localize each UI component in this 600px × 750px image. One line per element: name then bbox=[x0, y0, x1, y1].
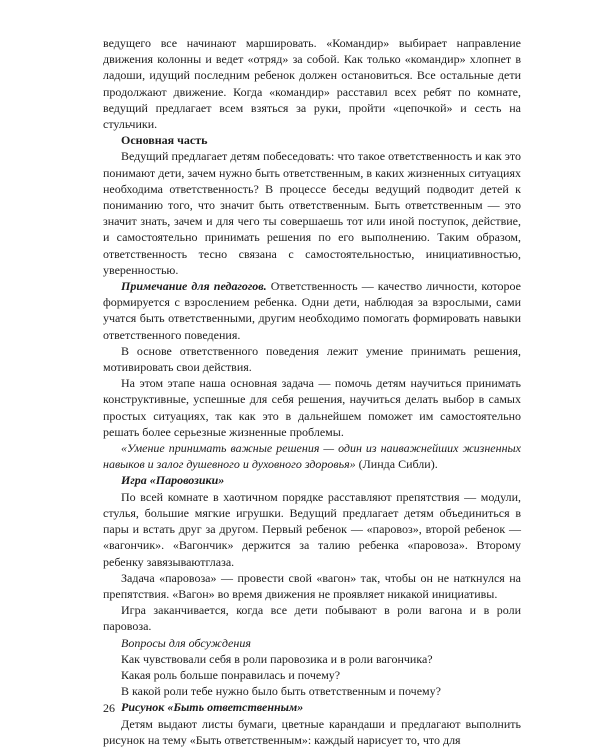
main-paragraph: Ведущий предлагает детям побеседовать: что такое ответственность и как это понимают дети, зачем нужно быть ответственным, в каких жизненных ситуациях необходима ответственность? В процессе беседы ведущий подводит детей к пониманию того, что значит быть ответственным. Быть ответственным — это значит знать, зачем и для чего ты совершаешь тот или иной поступок, действие, и самостоятельно принимать решения по его выполнению. Таким образом, ответственность тесно связана с самостоятельностью, инициативностью, уверенностью. bbox=[103, 149, 521, 277]
game-heading: Игра «Паровозики» bbox=[121, 473, 225, 488]
teacher-note-text: Ответственность — качество личности, которое формируется с взрослением ребенка. Одни дети, наблюдая за взрослыми, сами учатся быть ответственными, другим необходимо помогать формировать навыки ответственного поведения. bbox=[103, 279, 521, 342]
page-text-block bbox=[103, 35, 521, 748]
drawing-heading: Рисунок «Быть ответственным» bbox=[121, 700, 304, 715]
game-paragraph-2: Задача «паровоза» — провести свой «вагон» так, чтобы он не наткнулся на препятствия. «Вагон» во время движения не проявляет никакой инициативы. bbox=[103, 570, 521, 601]
quote-paragraph bbox=[103, 440, 521, 472]
drawing-paragraph: Детям выдают листы бумаги, цветные карандаши и предлагают выполнить рисунок на тему «Быть ответственным»: каждый нарисует то, что для bbox=[103, 716, 521, 747]
main-part-heading: Основная часть bbox=[121, 133, 208, 148]
page-number: 26 bbox=[103, 701, 115, 715]
quote-author: (Линда Сибли). bbox=[355, 457, 438, 472]
teacher-note-lead: Примечание для педагогов. bbox=[121, 279, 267, 294]
question-item: В какой роли тебе нужно было быть ответственным и почему? bbox=[121, 684, 441, 699]
quote-text: «Умение принимать важные решения — один из наиважнейших жизненных навыков и залог душевного и духовного здоровья» bbox=[103, 441, 521, 472]
question-item: Какая роль больше понравилась и почему? bbox=[121, 667, 341, 682]
discussion-heading: Вопросы для обсуждения bbox=[121, 635, 251, 650]
game-paragraph-3: Игра заканчивается, когда все дети побывают в роли вагона и в роли паровоза. bbox=[103, 603, 521, 634]
intro-paragraph: ведущего все начинают маршировать. «Командир» выбирает направление движения колонны и ведет «отряд» за собой. Как только «командир» хлопнет в ладоши, идущий последним ребенок должен остановиться. Все остальные дети продолжают движение. Когда «командир» расставил всех ребят по комнате, ведущий предлагает всем взяться за руки, пройти «цепочкой» и сесть на стульчики. bbox=[103, 36, 521, 132]
game-paragraph-1: По всей комнате в хаотичном порядке расставляют препятствия — модули, стулья, большие мягкие игрушки. Ведущий предлагает детям объединиться в пары и встать друг за другом. Первый ребенок — «паровоз», второй ребенок — «вагончик». «Вагончик» держится за талию ребенка «паровоза». Второму ребенку завязываютглаза. bbox=[103, 489, 521, 569]
basis-paragraph: В основе ответственного поведения лежит умение принимать решения, мотивировать свои действия. bbox=[103, 343, 521, 375]
teacher-note-paragraph bbox=[103, 278, 521, 343]
task-paragraph: На этом этапе наша основная задача — помочь детям научиться принимать конструктивные, успешные для себя решения, научиться делать выбор в самых простых ситуациях, так как это в дальнейшем поможет им самостоятельно решать более серьезные жизненные проблемы. bbox=[103, 376, 521, 439]
question-item: Как чувствовали себя в роли паровозика и в роли вагончика? bbox=[121, 651, 433, 666]
